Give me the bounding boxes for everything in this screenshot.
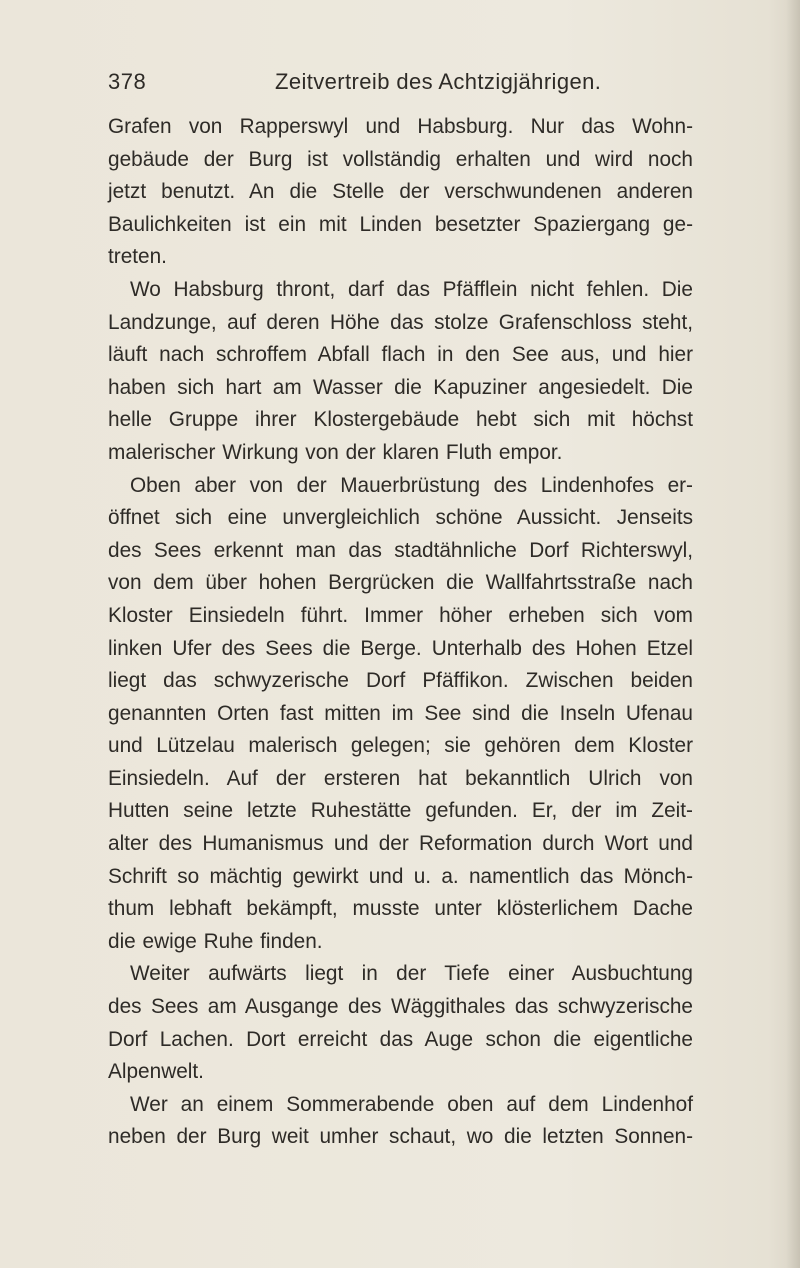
text-line: Weiter aufwärts liegt in der Tiefe einer Ausbuchtung	[130, 962, 693, 986]
text-line: jetzt benutzt. An die Stelle der verschwundenen anderen	[108, 180, 693, 204]
text-line: Grafen von Rapperswyl und Habsburg. Nur das Wohn-	[108, 115, 693, 138]
text-line: gebäude der Burg ist vollständig erhalten und wird noch	[108, 147, 693, 171]
text-line: alter des Humanismus und der Reformation durch Wort und	[108, 832, 693, 856]
text-line: Landzunge, auf deren Höhe das stolze Grafenschloss steht,	[108, 310, 693, 334]
text-line: haben sich hart am Wasser die Kapuziner angesiedelt. Die	[108, 375, 693, 399]
text-line: des Sees am Ausgange des Wäggithales das schwyzerische	[108, 995, 693, 1019]
text-line: malerischer Wirkung von der klaren Fluth empor.	[108, 440, 563, 464]
text-line: und Lützelau malerisch gelegen; sie gehören dem Kloster	[108, 734, 693, 758]
running-title: Zeitvertreib des Achtzigjährigen.	[275, 69, 602, 94]
text-line: von dem über hohen Bergrücken die Wallfahrtsstraße nach	[108, 571, 693, 595]
text-line: genannten Orten fast mitten im See sind die Inseln Ufenau	[108, 701, 693, 725]
text-line: Wo Habsburg thront, darf das Pfäfflein nicht fehlen. Die	[130, 277, 693, 301]
text-line: liegt das schwyzerische Dorf Pfäffikon. Zwischen beiden	[108, 669, 693, 693]
text-line: thum lebhaft bekämpft, musste unter klösterlichem Dache	[108, 897, 693, 921]
text-line: Wer an einem Sommerabende oben auf dem Lindenhof	[130, 1092, 693, 1116]
text-line: Einsiedeln. Auf der ersteren hat bekanntlich Ulrich von	[108, 766, 693, 790]
page-number: 378	[108, 69, 147, 94]
text-line: Dorf Lachen. Dort erreicht das Auge schon die eigentliche	[108, 1027, 693, 1051]
text-line: des Sees erkennt man das stadtähnliche Dorf Richterswyl,	[108, 538, 693, 562]
text-line: läuft nach schroffem Abfall flach in den See aus, und hier	[108, 343, 693, 367]
text-line: helle Gruppe ihrer Klostergebäude hebt sich mit höchst	[108, 408, 693, 432]
text-line: Oben aber von der Mauerbrüstung des Lindenhofes er-	[130, 473, 693, 497]
text-line: linken Ufer des Sees die Berge. Unterhalb des Hohen Etzel	[108, 636, 693, 660]
text-line: öffnet sich eine unvergleichlich schöne Aussicht. Jenseits	[108, 506, 693, 530]
text-line: Schrift so mächtig gewirkt und u. a. namentlich das Mönch-	[108, 864, 693, 888]
text-line: Baulichkeiten ist ein mit Linden besetzter Spaziergang ge-	[108, 212, 693, 236]
body-text	[108, 111, 693, 1154]
page-edge-shadow	[786, 0, 800, 1268]
text-line: Alpenwelt.	[108, 1060, 204, 1084]
text-line: treten.	[108, 245, 167, 269]
text-line: neben der Burg weit umher schaut, wo die letzten Sonnen-	[108, 1125, 693, 1149]
text-line: die ewige Ruhe finden.	[108, 929, 323, 953]
text-line: Hutten seine letzte Ruhestätte gefunden. Er, der im Zeit-	[108, 799, 693, 823]
text-line: Kloster Einsiedeln führt. Immer höher erheben sich vom	[108, 603, 693, 627]
running-head	[108, 64, 708, 100]
